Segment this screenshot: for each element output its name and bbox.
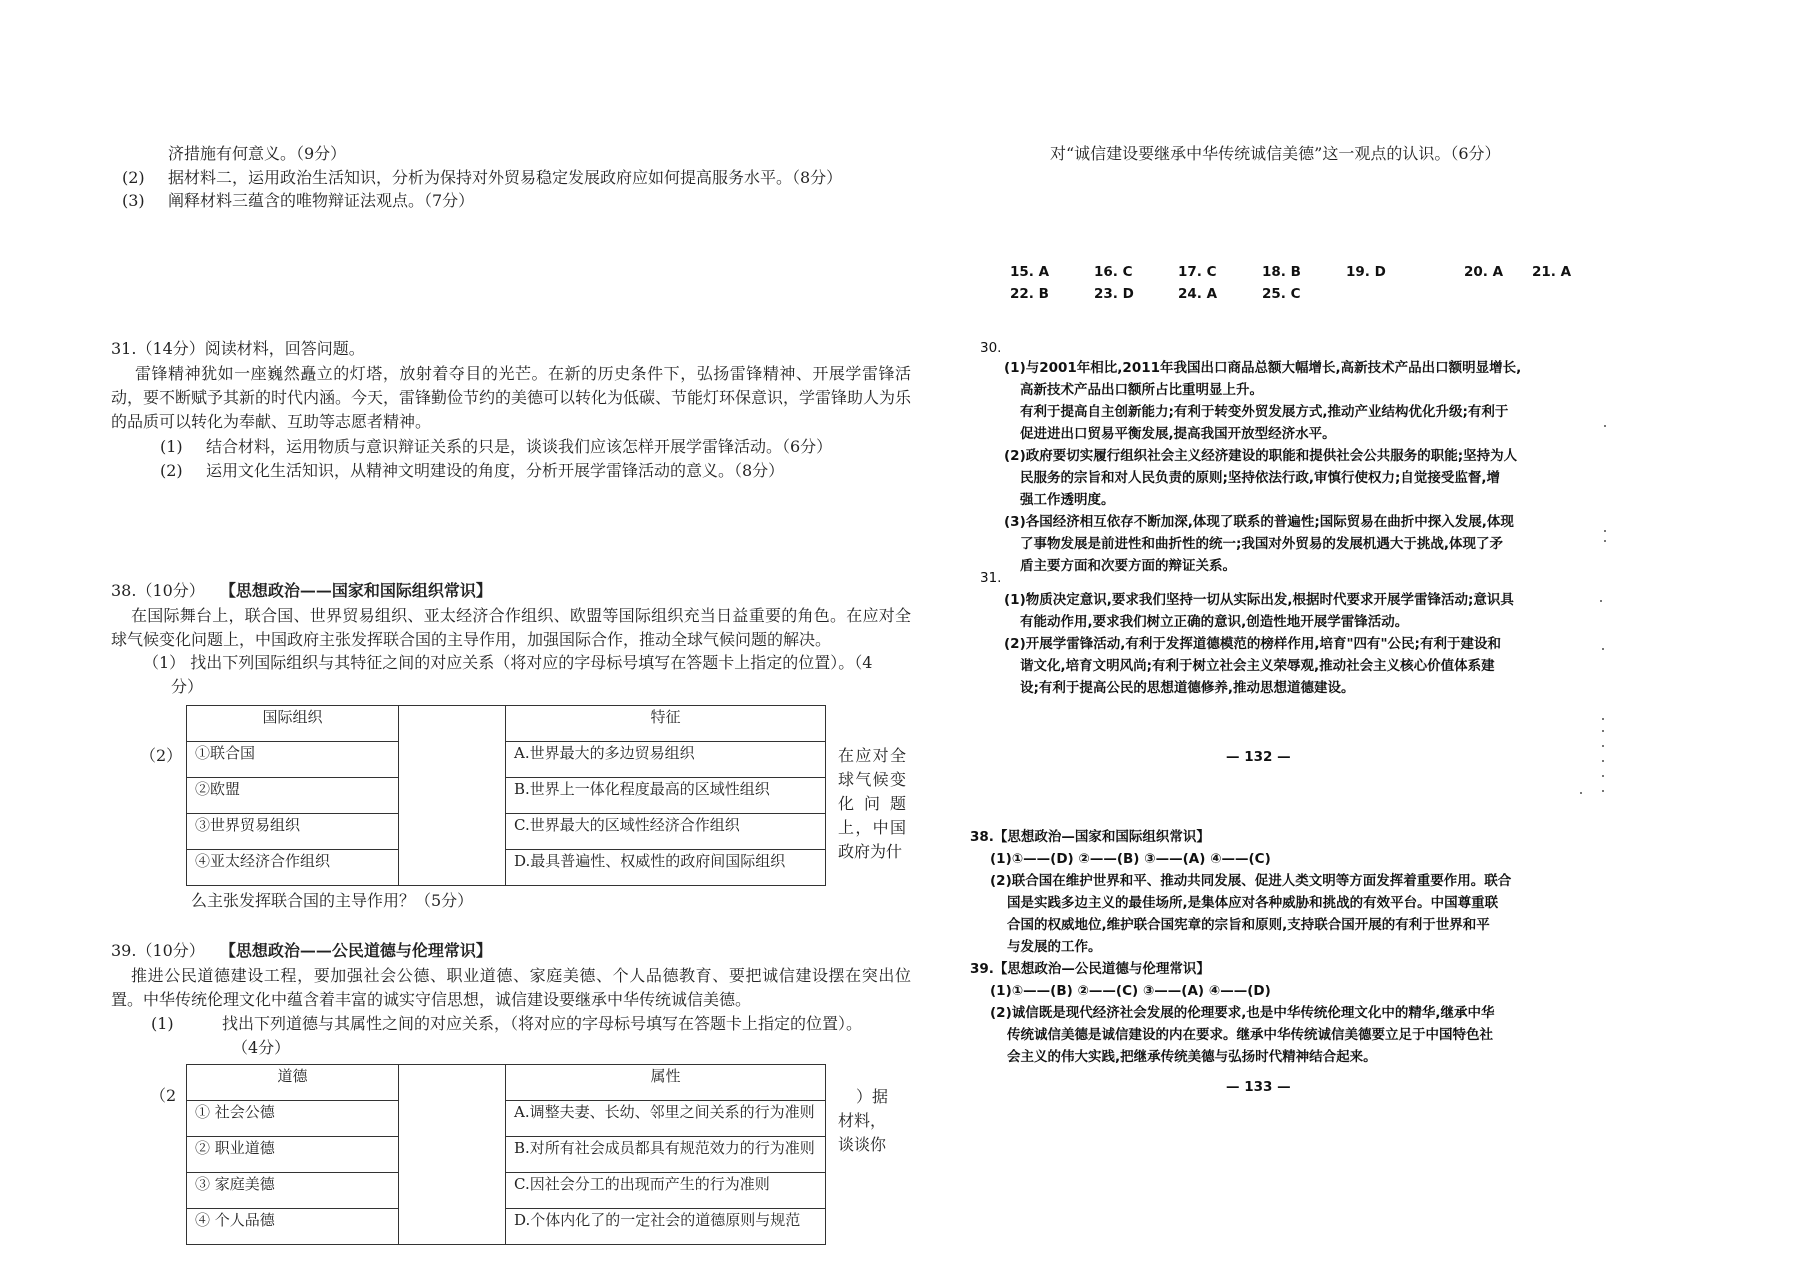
q39-side-text-1: ）据 bbox=[856, 1087, 889, 1106]
q38-col-feature-header: 特征 bbox=[506, 706, 826, 742]
answer-30-line: 有利于提高自主创新能力;有利于转变外贸发展方式,推动产业结构优化升级;有利于 bbox=[1020, 404, 1509, 420]
answer-39-line: (1)①——(B) ②——(C) ③——(A) ④——(D) bbox=[990, 983, 1271, 999]
q38-p2-label: （2） bbox=[140, 746, 183, 765]
answer-key-item: 25. C bbox=[1262, 286, 1301, 302]
q39-side-text-2: 材料， bbox=[838, 1111, 887, 1130]
q30-tail-line: 济措施有何意义。（9分） bbox=[168, 144, 347, 163]
q30-p2-text: 据材料二，运用政治生活知识，分析为保持对外贸易稳定发展政府应如何提高服务水平。（8分） bbox=[168, 168, 843, 187]
q38-feature-cell: D.最具普遍性、权威性的政府间国际组织 bbox=[506, 850, 826, 886]
answer-key-item: 24. A bbox=[1178, 286, 1218, 302]
q38-p2-side-text: 在应对全球气候变化问题上，中国政府为什 bbox=[838, 746, 906, 861]
q38-org-cell: ③世界贸易组织 bbox=[187, 814, 399, 850]
q39-side-text-3: 谈谈你 bbox=[838, 1135, 887, 1154]
table-row bbox=[187, 778, 826, 814]
answer-30-line: 盾主要方面和次要方面的辩证关系。 bbox=[1020, 558, 1236, 574]
q38-feature-cell: A.世界最大的多边贸易组织 bbox=[506, 742, 826, 778]
answer-key-item: 15. A bbox=[1010, 264, 1050, 280]
q38-heading bbox=[111, 580, 492, 602]
page-number-132: — 132 — bbox=[1226, 749, 1291, 765]
answer-39-line: 传统诚信美德是诚信建设的内在要求。继承中华传统诚信美德要立足于中国特色社 bbox=[1007, 1027, 1493, 1043]
q38-org-cell: ②欧盟 bbox=[187, 778, 399, 814]
answer-38-heading: 38.【思想政治—国家和国际组织常识】 bbox=[970, 829, 1210, 845]
answer-31-line: (1)物质决定意识,要求我们坚持一切从实际出发,根据时代要求开展学雷锋活动;意识具 bbox=[1004, 592, 1514, 608]
answer-key-item: 20. A bbox=[1464, 264, 1504, 280]
answer-31-line: 设;有利于提高公民的思想道德修养,推动思想道德建设。 bbox=[1020, 680, 1355, 696]
q39-moral-cell: ④ 个人品德 bbox=[187, 1209, 399, 1245]
answer-38-line: 国是实践多边主义的最佳场所,是集体应对各种威胁和挑战的有效平台。中国尊重联 bbox=[1007, 895, 1499, 911]
q38-p1-text: （1） 找出下列国际组织与其特征之间的对应关系（将对应的字母标号填写在答题卡上指定的位置）。（4 bbox=[143, 653, 873, 672]
q39-p1-num: (1) bbox=[151, 1014, 174, 1033]
answer-key-item: 19. D bbox=[1346, 264, 1386, 280]
q38-org-cell: ①联合国 bbox=[187, 742, 399, 778]
q38-answer-space bbox=[399, 706, 506, 886]
answer-38-line: 与发展的工作。 bbox=[1007, 939, 1102, 955]
q39-p1-tail: （4分） bbox=[232, 1038, 291, 1057]
q38-feature-cell: B.世界上一体化程度最高的区域性组织 bbox=[506, 778, 826, 814]
q38-match-table bbox=[186, 705, 826, 886]
q38-heading-num: 38.（10分） bbox=[111, 581, 205, 600]
answer-39-line: 会主义的伟大实践,把继承传统美德与弘扬时代精神结合起来。 bbox=[1007, 1049, 1377, 1065]
table-row bbox=[187, 1173, 826, 1209]
q39-tail-line: 对“诚信建设要继承中华传统诚信美德”这一观点的认识。（6分） bbox=[1050, 144, 1501, 163]
q39-attr-cell: C.因社会分工的出现而产生的行为准则 bbox=[506, 1173, 826, 1209]
answer-38-line: 合国的权威地位,维护联合国宪章的宗旨和原则,支持联合国开展的有利于世界和平 bbox=[1007, 917, 1490, 933]
q39-match-table bbox=[186, 1064, 826, 1245]
answer-key-row-1 bbox=[1010, 261, 1571, 283]
answer-key-item: 16. C bbox=[1094, 264, 1133, 280]
answer-31-line: 谐文化,培育文明风尚;有利于树立社会主义荣辱观,推动社会主义核心价值体系建 bbox=[1020, 658, 1495, 674]
answer-30-line: 了事物发展是前进性和曲折性的统一;我国对外贸易的发展机遇大于挑战,体现了矛 bbox=[1020, 536, 1504, 552]
table-row bbox=[187, 1137, 826, 1173]
q31-p1-num: (1) bbox=[160, 437, 183, 456]
q38-p1-tail: 分） bbox=[171, 677, 204, 696]
answer-30-line: 强工作透明度。 bbox=[1020, 492, 1115, 508]
q31-p1-text: 结合材料，运用物质与意识辩证关系的只是，谈谈我们应该怎样开展学雷锋活动。（6分） bbox=[206, 437, 833, 456]
q39-moral-cell: ① 社会公德 bbox=[187, 1101, 399, 1137]
q31-heading: 31.（14分）阅读材料，回答问题。 bbox=[111, 339, 365, 358]
q39-moral-cell: ② 职业道德 bbox=[187, 1137, 399, 1173]
q39-col-moral-header: 道德 bbox=[187, 1065, 399, 1101]
table-row bbox=[187, 814, 826, 850]
table-row bbox=[187, 1101, 826, 1137]
q38-p2-tail: 么主张发挥联合国的主导作用？（5分） bbox=[191, 891, 474, 910]
q31-p2-num: (2) bbox=[160, 461, 183, 480]
q39-p1-text: 找出下列道德与其属性之间的对应关系，（将对应的字母标号填写在答题卡上指定的位置）。 bbox=[222, 1014, 863, 1033]
q39-answer-space bbox=[399, 1065, 506, 1245]
table-row bbox=[187, 742, 826, 778]
answer-key-row-2 bbox=[1010, 283, 1301, 305]
q39-heading-num: 39.（10分） bbox=[111, 941, 205, 960]
q39-heading bbox=[111, 940, 492, 962]
answer-30-line: 高新技术产品出口额所占比重明显上升。 bbox=[1020, 382, 1263, 398]
q39-attr-cell: B.对所有社会成员都具有规范效力的行为准则 bbox=[506, 1137, 826, 1173]
q39-attr-cell: D.个体内化了的一定社会的道德原则与规范 bbox=[506, 1209, 826, 1245]
table-row bbox=[187, 1209, 826, 1245]
answer-31-line: (2)开展学雷锋活动,有利于发挥道德模范的榜样作用,培育"四有"公民;有利于建设和 bbox=[1004, 636, 1501, 652]
q39-p2-label: （2 bbox=[150, 1086, 177, 1105]
answer-39-heading: 39.【思想政治—公民道德与伦理常识】 bbox=[970, 961, 1210, 977]
answer-30-num: 30. bbox=[980, 340, 1002, 356]
answer-38-line: (1)①——(D) ②——(B) ③——(A) ④——(C) bbox=[990, 851, 1271, 867]
q39-moral-cell: ③ 家庭美德 bbox=[187, 1173, 399, 1209]
answer-key-item: 21. A bbox=[1532, 264, 1572, 280]
q38-heading-title: 【思想政治——国家和国际组织常识】 bbox=[219, 581, 492, 600]
answer-key-item: 18. B bbox=[1262, 264, 1301, 280]
q39-material: 推进公民道德建设工程，要加强社会公德、职业道德、家庭美德、个人品德教育、要把诚信建设摆在突出位置。中华传统伦理文化中蕴含着丰富的诚实守信思想，诚信建设要继承中华传统诚信美德。 bbox=[111, 966, 911, 1009]
q30-p2-num: (2) bbox=[122, 168, 145, 187]
answer-38-line: (2)联合国在维护世界和平、推动共同发展、促进人类文明等方面发挥着重要作用。联合 bbox=[990, 873, 1512, 889]
answer-31-num: 31. bbox=[980, 570, 1002, 586]
answer-30-line: (1)与2001年相比,2011年我国出口商品总额大幅增长,高新技术产品出口额明显增长, bbox=[1004, 360, 1522, 376]
q38-col-org-header: 国际组织 bbox=[187, 706, 399, 742]
answer-key-item: 17. C bbox=[1178, 264, 1217, 280]
q31-material: 雷锋精神犹如一座巍然矗立的灯塔，放射着夺目的光芒。在新的历史条件下，弘扬雷锋精神、开展学雷锋活动，要不断赋予其新的时代内涵。今天，雷锋勤俭节约的美德可以转化为低碳、节能灯环保意识，学雷锋助人为乐的品质可以转化为奉献、互助等志愿者精神。 bbox=[111, 364, 912, 431]
table-row bbox=[187, 850, 826, 886]
q30-p3-num: (3) bbox=[122, 191, 145, 210]
q39-heading-title: 【思想政治——公民道德与伦理常识】 bbox=[219, 941, 492, 960]
q30-p3-text: 阐释材料三蕴含的唯物辩证法观点。（7分） bbox=[168, 191, 475, 210]
q38-feature-cell: C.世界最大的区域性经济合作组织 bbox=[506, 814, 826, 850]
answer-key-item: 23. D bbox=[1094, 286, 1134, 302]
answer-30-line: 促进进出口贸易平衡发展,提高我国开放型经济水平。 bbox=[1020, 426, 1336, 442]
answer-30-line: (2)政府要切实履行组织社会主义经济建设的职能和提供社会公共服务的职能;坚持为人 bbox=[1004, 448, 1518, 464]
q39-attr-cell: A.调整夫妻、长幼、邻里之间关系的行为准则 bbox=[506, 1101, 826, 1137]
answer-30-line: 民服务的宗旨和对人民负责的原则;坚持依法行政,审慎行使权力;自觉接受监督,增 bbox=[1020, 470, 1501, 486]
q38-material: 在国际舞台上，联合国、世界贸易组织、亚太经济合作组织、欧盟等国际组织充当日益重要的角色。在应对全球气候变化问题上，中国政府主张发挥联合国的主导作用，加强国际合作，推动全球气候问题的解决。 bbox=[111, 606, 911, 649]
q38-org-cell: ④亚太经济合作组织 bbox=[187, 850, 399, 886]
page-number-133: — 133 — bbox=[1226, 1079, 1291, 1095]
q39-col-attr-header: 属性 bbox=[506, 1065, 826, 1101]
answer-30-line: (3)各国经济相互依存不断加深,体现了联系的普遍性;国际贸易在曲折中探入发展,体现 bbox=[1004, 514, 1514, 530]
answer-39-line: (2)诚信既是现代经济社会发展的伦理要求,也是中华传统伦理文化中的精华,继承中华 bbox=[990, 1005, 1495, 1021]
answer-key-item: 22. B bbox=[1010, 286, 1049, 302]
answer-31-line: 有能动作用,要求我们树立正确的意识,创造性地开展学雷锋活动。 bbox=[1020, 614, 1409, 630]
q31-p2-text: 运用文化生活知识，从精神文明建设的角度，分析开展学雷锋活动的意义。（8分） bbox=[206, 461, 785, 480]
